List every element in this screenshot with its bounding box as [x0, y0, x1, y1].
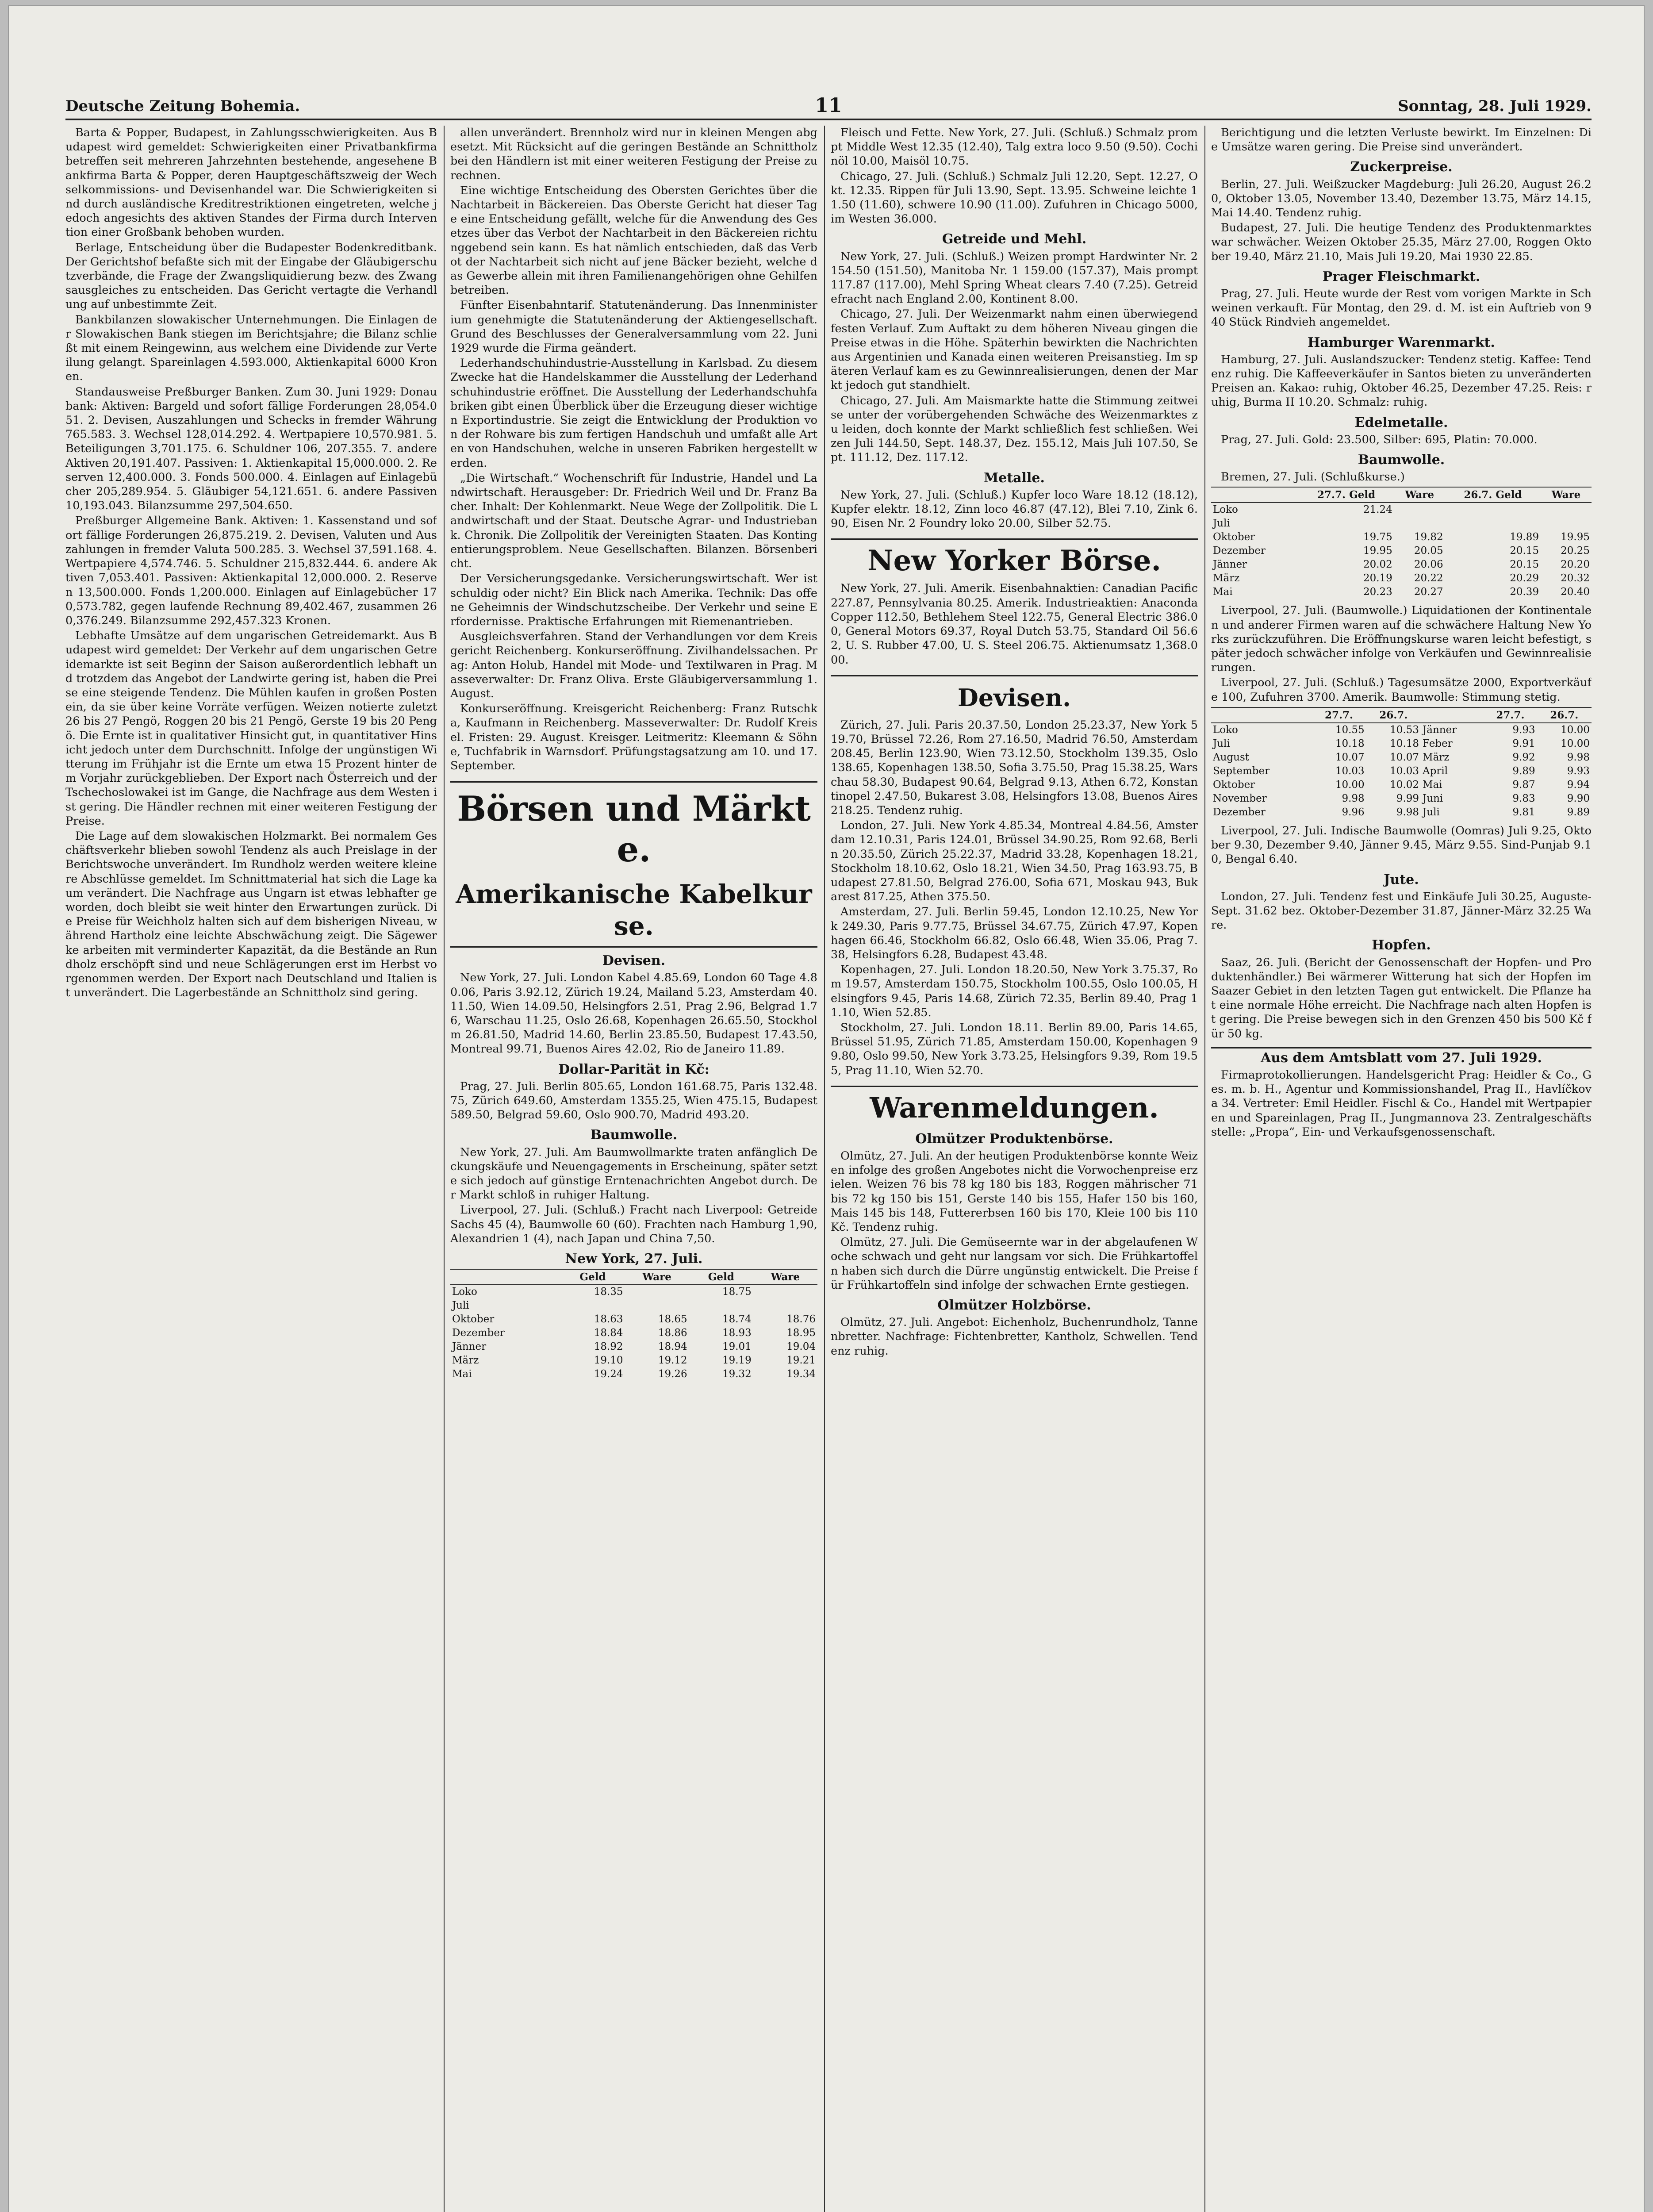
cell: 18.84: [594, 1327, 623, 1339]
article-prag-fleisch: Prag, 27. Juli. Heute wurde der Rest vom vorigen Markte in Schweinen verkauft. Für Montag, den 29. d. M. ist ein Auftrieb von 940 Stück Rindvieh angemeldet.: [1211, 287, 1592, 329]
article-nachtarbeit: Eine wichtige Entscheidung des Obersten Gerichtes über die Nachtarbeit in Bäckereien. Das Oberste Gericht hat dieser Tage eine Entscheidung gefällt, welche für die Anwendung des Gesetzes über das Verbot der Nachtarbeit in den Bäckereien richtunggebend sein kann. Es hat nämlich entschieden, daß das Verbot der Nachtarbeit sich nicht auf jene Bäcker bezieht, welche das Gewerbe allein mit ihren Familienangehörigen ohne Gehilfen betreiben.: [450, 184, 817, 297]
cell: Dezember: [1213, 545, 1266, 557]
cell: 9.98: [1342, 792, 1365, 804]
section-title-kabelkurse: Amerikanische Kabelkurse.: [450, 878, 817, 948]
article-statutenaenderung: Fünfter Eisenbahntarif. Statutenänderung. Das Innenministerium genehmigte die Statutenänderung der Aktiengesellschaft. Grund des Beschlusses der Generalversammlung vom 22. Juni 1929 wurde die Firma geändert.: [450, 299, 817, 355]
table-header: Ware: [1541, 487, 1592, 503]
cell: Juli: [1213, 518, 1230, 530]
table-row: [1211, 778, 1592, 792]
subhead-devisen: Devisen.: [602, 953, 666, 969]
article-bremen: Bremen, 27. Juli. (Schlußkurse.): [1221, 470, 1405, 484]
section-title-boersen: Börsen und Märkte.: [450, 781, 817, 870]
article-wirtschaft: „Die Wirtschaft.“ Wochenschrift für Industrie, Handel und Landwirtschaft. Herausgeber: Dr. Friedrich Weil und Dr. Franz Bacher. Inhalt: Der Kohlenmarkt. Neue Wege der Zollpolitik. Die Landwirtschaft und der Staat. Deutsche Agrar- und Industriebank. Chronik. Die Zollpolitik der Vereinigten Staaten. Das Kontingentierungsproblem. Neue Gesellschaften. Bilanzen. Börsenbericht.: [450, 471, 817, 571]
article-olmuetz-gemuese: Olmütz, 27. Juli. Die Gemüseernte war in der abgelaufenen Woche schwach und geht nur langsam vor sich. Die Frühkartoffeln haben sich durch die Dürre ungünstig entwickelt. Die Preise für Frühkartoffeln sind infolge der schwachen Ernte gestiegen.: [831, 1236, 1198, 1292]
cell: [689, 1299, 753, 1313]
cell: Loko: [1213, 724, 1238, 736]
cell: [560, 1299, 625, 1313]
cell: 18.65: [658, 1313, 687, 1325]
cell: 9.99: [1396, 792, 1419, 804]
article-olmuetz-getreide: Olmütz, 27. Juli. An der heutigen Produktenbörse konnte Weizen infolge des großen Angebotes nicht die Vorwochenpreise erzielen. Weizen 76 bis 78 kg 180 bis 183, Roggen mährischer 71 bis 72 kg 150 bis 151, Gerste 140 bis 155, Hafer 150 bis 160, Mais 145 bis 148, Futtererbsen 160 bis 170, Kleie 100 bis 110 Kč. Tendenz ruhig.: [831, 1149, 1198, 1234]
cell: Mai: [452, 1368, 472, 1380]
article-ny-devisen: New York, 27. Juli. London Kabel 4.85.69, London 60 Tage 4.80.06, Paris 3.92.12, Zürich 19.24, Mailand 5.23, Amsterdam 40.11.50, Wien 14.09.50, Helsingfors 2.51, Prag 2.96, Belgrad 1.76, Warschau 11.25, Oslo 26.68, Kopenhagen 26.65.50, Stockholm 26.81.50, Madrid 14.60, Berlin 23.85.50, Budapest 17.43.50, Montreal 99.71, Buenos Aires 42.02, Rio de Janeiro 11.89.: [450, 971, 817, 1056]
cell: [753, 1299, 817, 1313]
cell: Feber: [1423, 737, 1453, 749]
cell: 20.06: [1414, 559, 1443, 571]
cell: [1541, 517, 1592, 530]
cell: 10.55: [1335, 724, 1365, 736]
cell: Oktober: [1213, 779, 1255, 791]
cell: 19.34: [786, 1368, 816, 1380]
article-firmaprotokoll: Firmaprotokollierungen. Handelsgericht Prag: Heidler & Co., Ges. m. b. H., Agentur und Kommissionshandel, Prag II., Havlíčkova 34. Vertreter: Emil Heidler. Fischl & Co., Handel mit Wertpapieren und Spareinlagen, Prag II., Jungmannova 23. Zentralgeschäftsstelle: „Propa“, Ein- und Verkaufsgenossenschaft.: [1211, 1068, 1592, 1139]
cell: 10.03: [1390, 765, 1419, 777]
cell: 18.75: [722, 1286, 752, 1298]
cell: 9.89: [1567, 806, 1590, 818]
cell: 10.53: [1390, 724, 1419, 736]
cell: 10.00: [1561, 724, 1590, 736]
cell: 19.82: [1414, 531, 1443, 543]
subhead-zuckerpreise: Zuckerpreise.: [1350, 159, 1453, 175]
column-rule: [824, 126, 825, 2212]
page-number: 11: [815, 94, 842, 117]
subhead-jute: Jute.: [1384, 872, 1419, 887]
cell: 20.15: [1510, 545, 1539, 557]
article-ausgleich: Ausgleichsverfahren. Stand der Verhandlungen vor dem Kreisgericht Reichenberg. Konkurseröffnung. Zivilhandelssachen. Prag: Anton Holub, Handel mit Mode- und Textilwaren in Prag. Masseverwalter: Dr. Franz Oliva. Erste Gläubigerversammlung 1. August.: [450, 630, 817, 700]
article-hamburg: Hamburg, 27. Juli. Auslandszucker: Tendenz stetig. Kaffee: Tendenz ruhig. Die Kaffeeverkäufer in Santos bieten zu unveränderten Preisen an. Kakao: ruhig, Oktober 46.25, Dezember 47.25. Reis: ruhig, Burma II 10.20. Schmalz: ruhig.: [1211, 353, 1592, 409]
column-rule: [1204, 126, 1205, 2212]
cell: 19.19: [722, 1355, 752, 1367]
table-header: Ware: [625, 1269, 689, 1285]
cell: [1298, 517, 1394, 530]
article-ny-aktien: New York, 27. Juli. Amerik. Eisenbahnaktien: Canadian Pacific 227.87, Pennsylvania 80.25. Amerik. Industrieaktien: Anaconda Copper 112.50, Bethlehem Steel 122.75, General Electric 386.00, General Motors 69.37, Royal Dutch 53.75, Standard Oil 56.62, U. S. Rubber 47.00, U. S. Steel 206.75. Aktienumsatz 1,368.000.: [831, 582, 1198, 667]
column-rule: [444, 126, 445, 2212]
table-bremen: [1211, 487, 1592, 599]
cell: 10.18: [1335, 737, 1365, 749]
article-holz-cont: allen unverändert. Brennholz wird nur in kleinen Mengen abgesetzt. Mit Rücksicht auf die geringen Bestände an Schnittholz bei den Händlern ist mit einer weiteren Festigung der Preise zu rechnen.: [450, 126, 817, 182]
table-header: Ware: [753, 1269, 817, 1285]
article-liverpool-baumwolle: Liverpool, 27. Juli. (Baumwolle.) Liquidationen der Kontinentalen und anderer Firmen waren auf die schwächere Haltung New Yorks zurückzuführen. Die Eröffnungskurse waren leicht befestigt, später jedoch schwächer infolge von Verkäufen und Gewinnrealisierungen.: [1211, 604, 1592, 675]
cell: 19.24: [594, 1368, 623, 1380]
article-barta-popper: Barta & Popper, Budapest, in Zahlungsschwierigkeiten. Aus Budapest wird gemeldet: Schwierigkeiten einer Privatbankfirma betreffen seit mehreren Jahrzehnten bestehende, angesehene Bankfirma Barta & Popper, deren Hauptgeschäftszweig der Wechselkommissions- und Devisenhandel war. Die Schwierigkeiten sind durch ausländische Kreditrestriktionen eingetreten, welche jedoch angesichts des aktiven Standes der Firma durch Intervention einer Großbank behoben wurden.: [65, 126, 437, 239]
table-row: [1211, 806, 1592, 819]
article-ny-baumwolle: New York, 27. Juli. Am Baumwollmarkte traten anfänglich Deckungskäufe und Neuengagements in Erscheinung, später setzte sich jedoch auf günstige Erntenachrichten Angebot durch. Der Markt schloß in ruhiger Haltung.: [450, 1145, 817, 1202]
cell: 19.12: [658, 1355, 687, 1367]
cell: Mai: [1423, 779, 1442, 791]
cell: 19.01: [722, 1341, 752, 1353]
article-holzmarkt: Die Lage auf dem slowakischen Holzmarkt. Bei normalem Geschäftsverkehr blieben sowohl Tendenz als auch Preislage in der Berichtswoche unverändert. Im Rundholz werden weitere kleinere Abschlüsse gemeldet. Im Schnittmaterial hat sich die Lage kaum verändert. Die Nachfrage aus Ungarn ist etwas lebhafter geworden, doch bleibt sie weit hinter den Erwartungen zurück. Die Preise für Weichholz halten sich auf dem bisherigen Niveau, während Hartholz eine leichte Abschwächung zeigt. Die Sägewerke arbeiten mit verminderter Kapazität, da die Bestände an Rundholz erschöpft sind und neue Schlägerungen erst im Herbst vorgenommen werden. Der Export nach Deutschland und Italien ist unverändert. Die Lagerbestände an Schnittholz sind gering.: [65, 829, 437, 1000]
table-row: [450, 1354, 817, 1367]
subhead-baumwolle: Baumwolle.: [1358, 452, 1445, 468]
column-3: [831, 126, 1198, 2212]
section-title-ny-boerse: New Yorker Börse.: [831, 538, 1198, 579]
cell: März: [452, 1355, 479, 1367]
table-header: [1211, 487, 1298, 503]
cell: 18.93: [722, 1327, 752, 1339]
article-metalle-ny: New York, 27. Juli. (Schluß.) Kupfer loco Ware 18.12 (18.12), Kupfer elektr. 18.12, Zinn loco 46.87 (47.12), Blei 7.10, Zink 6.90, Eisen Nr. 2 Foundry loko 20.00, Silber 52.75.: [831, 488, 1198, 530]
cell: 10.07: [1390, 751, 1419, 763]
cell: 18.94: [658, 1341, 687, 1353]
cell: 20.19: [1363, 572, 1392, 584]
cell: 9.91: [1512, 737, 1535, 749]
cell: Juni: [1423, 792, 1443, 804]
cell: Jänner: [452, 1341, 487, 1353]
cell: [1445, 517, 1541, 530]
article-edelmetalle: Prag, 27. Juli. Gold: 23.500, Silber: 695, Platin: 70.000.: [1221, 433, 1538, 446]
cell: 9.94: [1567, 779, 1590, 791]
cell: 19.95: [1363, 545, 1392, 557]
article-konkurs: Konkurseröffnung. Kreisgericht Reichenberg: Franz Rutschka, Kaufmann in Reichenberg. Masseverwalter: Dr. Rudolf Kreisel. Fristen: 29. August. Kreisger. Leitmeritz: Kleemann & Söhne, Tuchfabrik in Warnsdorf. Prüfungstagsatzung am 10. und 17. September.: [450, 702, 817, 772]
cell: Jänner: [1423, 724, 1457, 736]
table-row: [450, 1299, 817, 1313]
table-header: Geld: [560, 1269, 625, 1285]
table-header: 27.7.: [1484, 707, 1537, 723]
article-ausstellung: Lederhandschuhindustrie-Ausstellung in Karlsbad. Zu diesem Zwecke hat die Handelskammer die Ausstellung der Lederhandschuhindustrie eröffnet. Die Ausstellung der Lederhandschuhfabriken gibt einen Überblick über die Erzeugung dieser wichtigen Exportindustrie. Sie zeigt die Entwicklung der Produktion von der Rohware bis zum fertigen Handschuh und umfaßt alle Arten von Handschuhen, welche in unseren Fabriken hergestellt werden.: [450, 357, 817, 470]
table-header: 26.7.: [1537, 707, 1592, 723]
cell: 19.10: [594, 1355, 623, 1367]
table-header: Ware: [1394, 487, 1445, 503]
cell: 21.24: [1363, 504, 1392, 516]
cell: 9.93: [1512, 724, 1535, 736]
cell: 20.23: [1363, 586, 1392, 598]
newspaper-page: [8, 5, 1645, 2212]
cell: Loko: [452, 1286, 477, 1298]
cell: 9.98: [1567, 751, 1590, 763]
cell: [625, 1285, 689, 1299]
table-row: [1211, 530, 1592, 544]
cell: 9.96: [1342, 806, 1365, 818]
cell: 20.22: [1414, 572, 1443, 584]
article-kopenhagen: Kopenhagen, 27. Juli. London 18.20.50, New York 3.75.37, Rom 19.57, Amsterdam 150.75, Stockholm 100.55, Oslo 100.05, Helsingfors 9.45, Paris 14.68, Zürich 72.35, Berlin 89.40, Prag 11.10, Wien 52.85.: [831, 963, 1198, 1019]
cell: 20.40: [1561, 586, 1590, 598]
cell: 9.81: [1512, 806, 1535, 818]
article-olmuetz-holz: Olmütz, 27. Juli. Angebot: Eichenholz, Buchenrundholz, Tannenbretter. Nachfrage: Fichtenbretter, Kantholz, Schwellen. Tendenz ruhig.: [831, 1316, 1198, 1358]
cell: 20.02: [1363, 559, 1392, 571]
cell: Juli: [1423, 806, 1440, 818]
cell: Oktober: [452, 1313, 495, 1325]
cell: September: [1213, 765, 1270, 777]
cell: 18.74: [722, 1313, 752, 1325]
article-london: London, 27. Juli. New York 4.85.34, Montreal 4.84.56, Amsterdam 12.10.31, Paris 124.01, Brüssel 34.90.25, Rom 92.68, Berlin 20.35.50, Zürich 25.22.37, Madrid 33.28, Kopenhagen 18.21, Stockholm 18.10.62, Oslo 18.21, Wien 34.50, Prag 163.93.75, Budapest 27.81.50, Belgrad 276.00, Sofia 671, Moskau 943, Bukarest 817.25, Athen 375.50.: [831, 819, 1198, 904]
cell: 18.63: [594, 1313, 623, 1325]
article-liverpool-schluss: Liverpool, 27. Juli. (Schluß.) Tagesumsätze 2000, Exportverkäufe 100, Zufuhren 3700. Amerik. Baumwolle: Stimmung stetig.: [1211, 676, 1592, 704]
cell: Oktober: [1213, 531, 1255, 543]
cell: 10.07: [1335, 751, 1365, 763]
cell: 18.86: [658, 1327, 687, 1339]
cell: Dezember: [452, 1327, 505, 1339]
cell: Jänner: [1213, 559, 1247, 571]
article-indische-baumwolle: Liverpool, 27. Juli. Indische Baumwolle (Oomras) Juli 9.25, Oktober 9.30, Dezember 9.40, Jänner 9.45, März 9.55. Sind-Punjab 9.10, Bengal 6.40.: [1211, 824, 1592, 866]
table-header: [1421, 707, 1484, 723]
cell: [1541, 503, 1592, 517]
subhead-fleischmarkt: Prager Fleischmarkt.: [1322, 269, 1480, 284]
table-row: [1211, 558, 1592, 572]
table-row: [450, 1326, 817, 1340]
article-amsterdam: Amsterdam, 27. Juli. Berlin 59.45, London 12.10.25, New York 249.30, Paris 9.77.75, Brüssel 34.67.75, Zürich 47.97, Kopenhagen 66.46, Stockholm 66.82, Oslo 66.48, Wien 35.06, Prag 7.38, Helsingfors 6.28, Budapest 43.48.: [831, 905, 1198, 961]
cell: [753, 1285, 817, 1299]
article-berichtigung: Berichtigung und die letzten Verluste bewirkt. Im Einzelnen: Die Umsätze waren gering. Die Preise sind unverändert.: [1211, 126, 1592, 154]
subhead-baumwolle: Baumwolle.: [590, 1127, 678, 1143]
cell: Dezember: [1213, 806, 1266, 818]
cell: 18.95: [786, 1327, 816, 1339]
article-pressburger-bank: Preßburger Allgemeine Bank. Aktiven: 1. Kassenstand und sofort fällige Forderungen 26,875.219. 2. Devisen, Valuten und Auszahlungen in fremder Valuta 500.285. 3. Wechsel 37,591.168. 4. Wertpapiere 4,574.746. 5. Schuldner 215,832.444. 6. andere Aktiven 7,053.401. Passiven: Aktienkapital 12,000.000. 2. Reserven 13,500.000. Fonds 1,200.000. Einlagen auf Einlagebücher 170,573.782, gegen laufende Rechnung 89,402.467, zusammen 260,376.249. Bilanzsumme 292,457.323 Kronen.: [65, 514, 437, 627]
subhead-amtsblatt: Aus dem Amtsblatt vom 27. Juli 1929.: [1211, 1047, 1592, 1065]
subhead-olmuetz-holz: Olmützer Holzbörse.: [937, 1298, 1091, 1313]
cell: November: [1213, 792, 1267, 804]
cell: März: [1213, 572, 1240, 584]
table-row: [1211, 544, 1592, 558]
cell: Juli: [452, 1300, 469, 1312]
cell: [1394, 517, 1445, 530]
article-weizen-chicago: Chicago, 27. Juli. Der Weizenmarkt nahm einen überwiegend festen Verlauf. Zum Auftakt zu dem höheren Niveau gingen die Preise etwas in die Höhe. Späterhin bewirkten die Nachrichten aus Argentinien und Kanada einen weiteren Preisanstieg. Im späteren Verlauf kam es zu Gewinnrealisierungen, denen der Markt jedoch gut standhielt.: [831, 307, 1198, 392]
article-donaubank: Standausweise Preßburger Banken. Zum 30. Juni 1929: Donaubank: Aktiven: Bargeld und sofort fällige Forderungen 28,054.051. 2. Devisen, Auszahlungen und Schecks in fremder Währung 765.583. 3. Wechsel 128,014.292. 4. Wertpapiere 10,570.981. 5. Beteiligungen 3,701.175. 6. Schuldner 106, 207.355. 7. andere Aktiven 20,191.407. Passiven: 1. Aktienkapital 15,000.000. 2. Reserven 12,400.000. 3. Fonds 500.000. 4. Einlagen auf Einlagebücher 205,289.954. 5. Gläubiger 54,121.651. 6. andere Passiven 10,193.043. Bilanzsumme 297,504.650.: [65, 385, 437, 513]
cell: 19.32: [722, 1368, 752, 1380]
table-header: 26.7. Geld: [1445, 487, 1541, 503]
table-title-ny: New York, 27. Juli.: [565, 1251, 703, 1267]
cell: 19.75: [1363, 531, 1392, 543]
cell: 9.93: [1567, 765, 1590, 777]
cell: 9.87: [1512, 779, 1535, 791]
table-row: [1211, 585, 1592, 599]
cell: 19.04: [786, 1341, 816, 1353]
cell: 18.35: [594, 1286, 623, 1298]
article-zucker-berlin: Berlin, 27. Juli. Weißzucker Magdeburg: Juli 26.20, August 26.20, Oktober 13.05, November 13.40, Dezember 13.75, März 14.15, Mai 14.40. Tendenz ruhig.: [1211, 177, 1592, 220]
article-getreidemarkt: Lebhafte Umsätze auf dem ungarischen Getreidemarkt. Aus Budapest wird gemeldet: Der Verkehr auf dem ungarischen Getreidemarkte ist seit Beginn der Saison außerordentlich lebhaft und trotzdem das Angebot der Landwirte gering ist, haben die Preise eine steigende Tendenz. Die Mühlen kaufen in großen Posten ein, da sie über keine Vorräte verfügen. Weizen notierte zuletzt 26 bis 27 Pengö, Roggen 20 bis 21 Pengö, Gerste 19 bis 20 Pengö. Die Ernte ist in qualitativer Hinsicht gut, in quantitativer Hinsicht jedoch unter dem Durchschnitt. Infolge der ungünstigen Witterung im Frühjahr ist die Ernte um etwa 15 Prozent hinter dem Vorjahr zurückgeblieben. Der Export nach Österreich und der Tschechoslowakei ist im Gange, die Nachfrage aus dem Westen ist gering. Die Händler rechnen mit einer weiteren Festigung der Preise.: [65, 629, 437, 828]
newspaper-name: Deutsche Zeitung Bohemia.: [65, 97, 300, 115]
article-zuerich: Zürich, 27. Juli. Paris 20.37.50, London 25.23.37, New York 519.70, Brüssel 72.26, Rom 27.16.50, Madrid 76.50, Amsterdam 208.45, Berlin 123.90, Wien 73.12.50, Stockholm 139.35, Oslo 138.65, Kopenhagen 138.50, Sofia 3.75.50, Prag 15.38.25, Warschau 58.30, Budapest 90.64, Belgrad 9.13, Athen 6.72, Konstantinopel 2.47.50, Bukarest 3.08, Helsingfors 13.08, Buenos Aires 218.25. Tendenz ruhig.: [831, 718, 1198, 817]
cell: 20.25: [1561, 545, 1590, 557]
cell: August: [1213, 751, 1250, 763]
cell: 20.29: [1510, 572, 1539, 584]
table-row: [1211, 572, 1592, 585]
table-liverpool: [1211, 707, 1592, 819]
column-2: [450, 126, 817, 2212]
table-row: [1211, 503, 1592, 517]
table-row: [1211, 517, 1592, 530]
cell: 10.00: [1335, 779, 1365, 791]
cell: 20.39: [1510, 586, 1539, 598]
cell: 20.15: [1510, 559, 1539, 571]
article-mais-chicago: Chicago, 27. Juli. Am Maismarkte hatte die Stimmung zeitweise unter der vorübergehenden Schwäche des Weizenmarktes zu leiden, doch konnte der Markt schließlich fest schließen. Weizen Juli 144.50, Sept. 148.37, Dez. 155.12, Mais Juli 107.50, Sept. 111.12, Dez. 117.12.: [831, 394, 1198, 465]
article-fleisch-ny: Fleisch und Fette. New York, 27. Juli. (Schluß.) Schmalz prompt Middle West 12.35 (12.40), Talg extra loco 9.50 (9.50). Cochinöl 10.00, Maisöl 10.75.: [831, 126, 1198, 168]
table-row: [1211, 792, 1592, 806]
table-header: [1211, 707, 1312, 723]
table-row: [1211, 751, 1592, 764]
cell: 10.00: [1561, 737, 1590, 749]
cell: 10.02: [1390, 779, 1419, 791]
cell: 9.90: [1567, 792, 1590, 804]
cell: [625, 1299, 689, 1313]
cell: 19.89: [1510, 531, 1539, 543]
cell: 9.98: [1396, 806, 1419, 818]
cell: 10.18: [1390, 737, 1419, 749]
subhead-metalle: Metalle.: [984, 470, 1045, 486]
cell: 19.95: [1561, 531, 1590, 543]
cell: Loko: [1213, 504, 1238, 516]
cell: 9.83: [1512, 792, 1535, 804]
table-row: [450, 1340, 817, 1354]
subhead-olmuetz-produkten: Olmützer Produktenbörse.: [915, 1131, 1113, 1147]
cell: 20.32: [1561, 572, 1590, 584]
cell: 19.21: [786, 1355, 816, 1367]
table-ny-baumwolle: [450, 1269, 817, 1381]
table-row: [450, 1313, 817, 1326]
table-header: 26.7.: [1366, 707, 1421, 723]
cell: 20.20: [1561, 559, 1590, 571]
table-row: [450, 1367, 817, 1381]
table-header: Geld: [689, 1269, 753, 1285]
article-jute-london: London, 27. Juli. Tendenz fest und Einkäufe Juli 30.25, Auguste-Sept. 31.62 bez. Oktober-Dezember 31.87, Jänner-März 32.25 Ware.: [1211, 890, 1592, 932]
cell: 20.05: [1414, 545, 1443, 557]
article-bodenkreditbank: Berlage, Entscheidung über die Budapester Bodenkreditbank. Der Gerichtshof befaßte sich mit der Eingabe der Gläubigerschutzverbände, die Frage der Zwangsliquidierung bezw. des Zwangsausgleiches zu entscheiden. Das Gericht vertagte die Verhandlung auf unbestimmte Zeit.: [65, 241, 437, 311]
article-budapest-produkten: Budapest, 27. Juli. Die heutige Tendenz des Produktenmarktes war schwächer. Weizen Oktober 25.35, März 27.00, Roggen Oktober 19.40, März 21.10, Mais Juli 19.20, Mai 1930 22.85.: [1211, 221, 1592, 263]
cell: Juli: [1213, 737, 1230, 749]
table-header: [450, 1269, 560, 1285]
subhead-edelmetalle: Edelmetalle.: [1354, 415, 1448, 430]
cell: 9.89: [1512, 765, 1535, 777]
table-row: [450, 1285, 817, 1299]
article-stockholm: Stockholm, 27. Juli. London 18.11. Berlin 89.00, Paris 14.65, Brüssel 51.95, Zürich 71.85, Amsterdam 150.00, Kopenhagen 99.80, Oslo 99.50, New York 3.73.25, Helsingfors 9.39, Rom 19.55, Prag 11.10, Wien 52.70.: [831, 1021, 1198, 1077]
cell: Mai: [1213, 586, 1233, 598]
subhead-hopfen: Hopfen.: [1372, 937, 1431, 953]
table-header: 27.7. Geld: [1298, 487, 1394, 503]
article-fleisch-chicago: Chicago, 27. Juli. (Schluß.) Schmalz Juli 12.20, Sept. 12.27, Okt. 12.35. Rippen für Juli 13.90, Sept. 13.95. Schweine leichte 11.50 (11.60), schwere 10.90 (11.00). Zufuhren in Chicago 5000, im Westen 36.000.: [831, 169, 1198, 226]
cell: [1445, 503, 1541, 517]
cell: März: [1423, 751, 1450, 763]
article-prag-paritaet: Prag, 27. Juli. Berlin 805.65, London 161.68.75, Paris 132.48.75, Zürich 649.60, Amsterdam 1355.25, Wien 475.15, Budapest 589.50, Belgrad 59.60, Oslo 900.70, Madrid 493.20.: [450, 1079, 817, 1122]
issue-date: Sonntag, 28. Juli 1929.: [1398, 97, 1592, 115]
section-title-devisen: Devisen.: [831, 675, 1198, 715]
table-row: [1211, 764, 1592, 778]
article-bankbilanzen: Bankbilanzen slowakischer Unternehmungen. Die Einlagen der Slowakischen Bank stiegen im Berichtsjahre; die Bilanz schließt mit einem Reingewinn, aus welchem eine Dividende zur Verteilung gelangt. Spareinlagen 4.593.000, Aktienkapital 6000 Kronen.: [65, 313, 437, 384]
column-1: [65, 126, 437, 2212]
cell: 18.92: [594, 1341, 623, 1353]
column-4: [1211, 126, 1592, 2212]
table-row: [1211, 723, 1592, 737]
subhead-getreide: Getreide und Mehl.: [942, 231, 1087, 247]
section-title-warenmeldungen: Warenmeldungen.: [831, 1086, 1198, 1126]
cell: 19.26: [658, 1368, 687, 1380]
table-header: 27.7.: [1312, 707, 1366, 723]
cell: April: [1423, 765, 1448, 777]
subhead-dollar-paritaet: Dollar-Parität in Kč:: [558, 1061, 710, 1077]
cell: 10.03: [1335, 765, 1365, 777]
cell: 18.76: [786, 1313, 816, 1325]
page-header: [65, 92, 1592, 120]
article-liverpool-fracht: Liverpool, 27. Juli. (Schluß.) Fracht nach Liverpool: Getreide Sachs 45 (4), Baumwolle 60 (60). Frachten nach Hamburg 1,90, Alexandrien 1 (4), nach Japan und China 7,50.: [450, 1203, 817, 1245]
subhead-hamburg: Hamburger Warenmarkt.: [1308, 334, 1495, 350]
cell: [1394, 503, 1445, 517]
article-hopfen-saaz: Saaz, 26. Juli. (Bericht der Genossenschaft der Hopfen- und Produktenhändler.) Bei wärmerer Witterung hat sich der Hopfen im Saazer Gebiet in den letzten Tagen gut entwickelt. Die Pflanze hat eine normale Höhe erreicht. Die Nachfrage nach alten Hopfen ist gering. Die Preise bewegen sich in den Grenzen 450 bis 500 Kč für 50 kg.: [1211, 956, 1592, 1041]
article-versicherung: Der Versicherungsgedanke. Versicherungswirtschaft. Wer ist schuldig oder nicht? Ein Blick nach Amerika. Technik: Das offene Geheimnis der Windschutzscheibe. Der Verkehr und seine Erfordernisse. Praktische Erfahrungen mit Riemenantrieben.: [450, 572, 817, 628]
cell: 20.27: [1414, 586, 1443, 598]
article-getreide-ny: New York, 27. Juli. (Schluß.) Weizen prompt Hardwinter Nr. 2 154.50 (151.50), Manitoba Nr. 1 159.00 (157.37), Mais prompt 117.87 (117.00), Mehl Spring Wheat clears 7.40 (7.25). Getreidefracht nach England 2.00, Kontinent 8.00.: [831, 250, 1198, 306]
cell: 9.92: [1512, 751, 1535, 763]
table-row: [1211, 737, 1592, 751]
